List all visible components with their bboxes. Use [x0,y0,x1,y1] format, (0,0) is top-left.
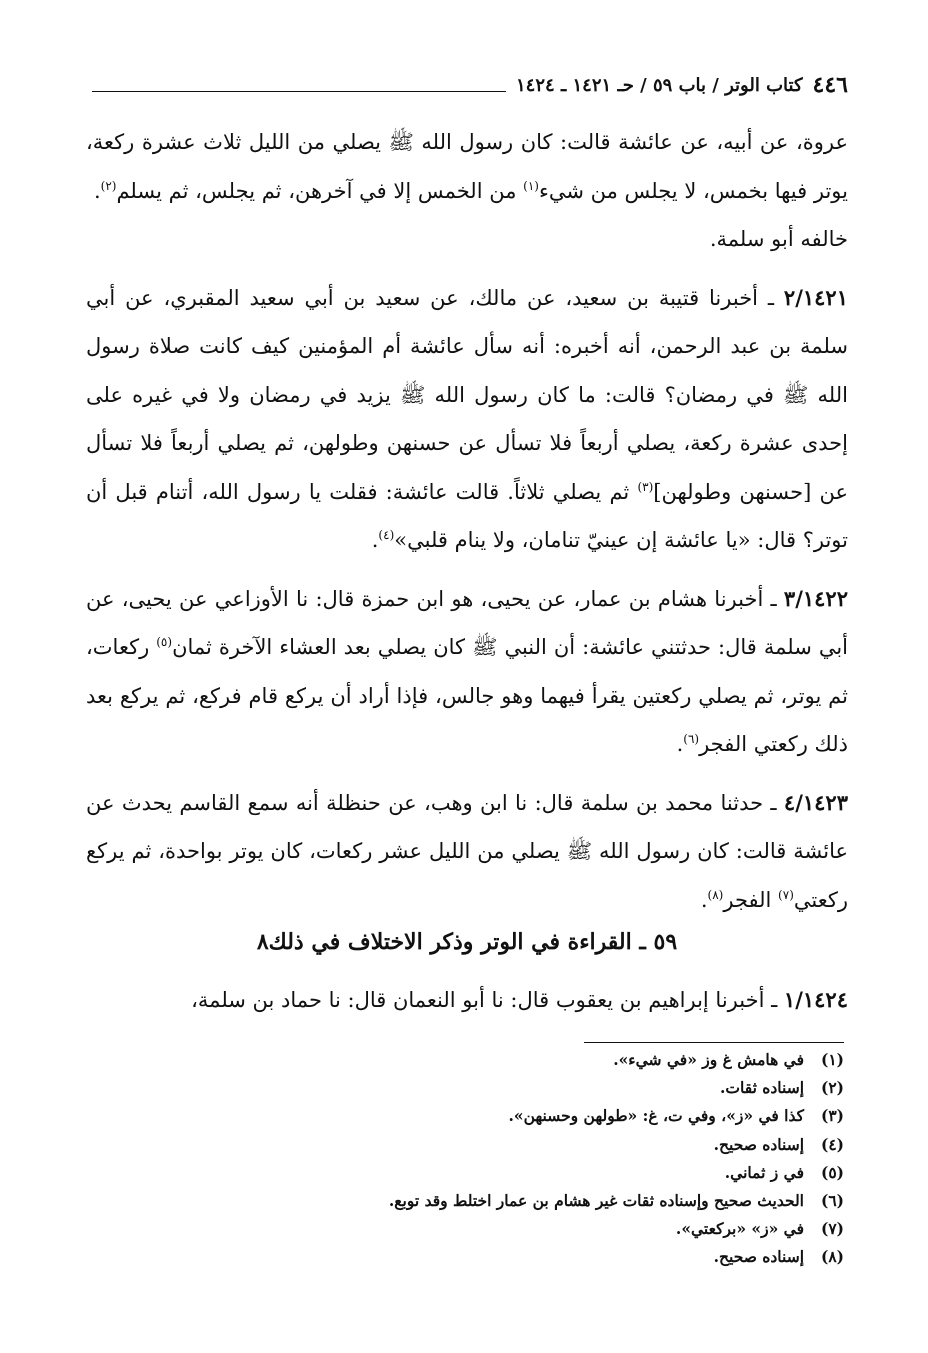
chapter-heading: ٥٩ ـ القراءة في الوتر وذكر الاختلاف في ذلك٨ [256,929,678,955]
text-segment: ركعات، ثم يوتر، ثم يصلي ركعتين يقرأ فيهما وهو جالس، فإذا أراد أن يركع قام فركع، ثم يركع بعد ذلك ركعتي الفجر [86,635,848,756]
footnote-ref: (٥) [156,635,173,649]
footnote-number: (٨) [820,1247,844,1267]
footnote-item [84,1102,844,1130]
footnote-number: (٣) [820,1106,844,1126]
text-segment: ـ أخبرنا قتيبة بن سعيد، عن مالك، عن سعيد بن أبي سعيد المقبري، عن أبي سلمة بن عبد الرحمن، أنه أخبره: أنه سأل عائشة أم المؤمنين كيف كانت صلاة رسول الله ﷺ في رمضان؟ قالت: ما كان رسول الله ﷺ يزيد في رمضان ولا في غيره على إحدى عشرة ركعة، يصلي أربعاً فلا تسأل عن حسنهن وطولهن، ثم يصلي أربعاً فلا تسأل عن [حسنهن وطولهن] [86,285,848,504]
footnote-item [84,1159,844,1187]
text-segment: من الخمس إلا في آخرهن، ثم يجلس، ثم يسلم [116,178,524,203]
text-segment: . [371,528,379,552]
footnote-ref: (٤) [378,528,395,542]
footnote-text: إسناده صحيح. [713,1247,804,1267]
page-number: ٤٤٦ [812,72,848,98]
running-header [88,66,848,104]
footnote-ref: (٧) [778,887,794,902]
text-segment: . [93,178,101,203]
footnote-text: إسناده صحيح. [713,1134,804,1154]
footnote-text: في هامش غ وز «في شيء». [613,1050,804,1069]
text-segment: ـ أخبرنا هشام بن عمار، عن يحيى، هو ابن حمزة قال: نا الأوزاعي عن يحيى، عن أبي سلمة قال: حدثتني عائشة: أن النبي ﷺ كان يصلي بعد العشاء الآخرة ثمان [86,586,848,659]
hadith-1423 [86,779,848,925]
hadith-number: ١/١٤٢٤ [783,987,848,1012]
text-segment: . [676,732,684,756]
footnote-number: (٥) [820,1162,844,1182]
footnote-item [84,1243,844,1271]
hadith-1421 [86,274,848,565]
footnote-ref: (٨) [707,887,724,902]
footnote-item [84,1215,844,1243]
footnote-ref: (٣) [637,479,654,494]
footnote-text: الحديث صحيح وإسناده ثقات غير هشام بن عمار اختلط وقد توبع. [388,1191,804,1211]
running-title: كتاب الوتر / باب ٥٩ / حـ ١٤٢١ ـ ١٤٢٤ [516,74,803,96]
footnote-number: (٤) [820,1134,844,1154]
footnote-number: (٦) [820,1191,844,1211]
hadith-1422 [86,575,848,769]
footnote-number: (١) [820,1050,844,1069]
footnote-ref: (٦) [683,732,700,746]
footnote-ref: (٢) [100,178,117,193]
text-segment: ـ أخبرنا إبراهيم بن يعقوب قال: نا أبو النعمان قال: نا حماد بن سلمة، [191,988,784,1012]
main-text [86,118,848,924]
text-segment: ـ حدثنا محمد بن سلمة قال: نا ابن وهب، عن حنظلة أنه سمع القاسم يحدث عن عائشة قالت: كان رسول الله ﷺ يصلي من الليل عشر ركعات، كان يوتر بواحدة، ثم يركع ركعتي [86,790,848,912]
footnote-item [84,1187,844,1215]
footnote-text: في ز ثماني. [724,1162,804,1182]
footnote-number: (٢) [820,1078,844,1098]
paragraph-continuation [86,118,848,215]
footnote-text: في «ز» «بركعتي». [675,1219,804,1239]
footnote-text: إسناده ثقات. [720,1078,804,1098]
footnote-item [84,1046,844,1074]
hadith-1424 [86,976,848,1024]
text-segment: عروة، عن أبيه، عن عائشة قالت: كان رسول الله ﷺ يصلي من الليل ثلاث عشرة ركعة، يوتر فيها بخمس، لا يجلس من شيء [86,130,848,203]
footnote-item [84,1131,844,1159]
footnote-text: كذا في «ز»، وفي ت، غ: «طولهن وحسنهن». [508,1106,804,1126]
text-segment: ثم يصلي ثلاثاً. قالت عائشة: فقلت يا رسول الله، أتنام قبل أن توتر؟ قال: «يا عائشة إن عينيّ تنامان، ولا ينام قلبي» [86,479,848,552]
hadith-number: ٢/١٤٢١ [783,284,848,310]
hadith-number: ٤/١٤٢٣ [783,789,848,815]
paragraph-note: خالفه أبو سلمة. [709,227,848,251]
header-rule [92,91,506,92]
text-segment: . [700,887,708,912]
footnote-ref: (١) [523,178,539,193]
footnotes [84,1046,844,1272]
footnote-rule [584,1042,844,1043]
text-segment: الفجر [723,887,779,912]
footnote-number: (٧) [820,1219,844,1239]
hadith-number: ٣/١٤٢٢ [783,585,848,611]
footnote-item [84,1074,844,1102]
